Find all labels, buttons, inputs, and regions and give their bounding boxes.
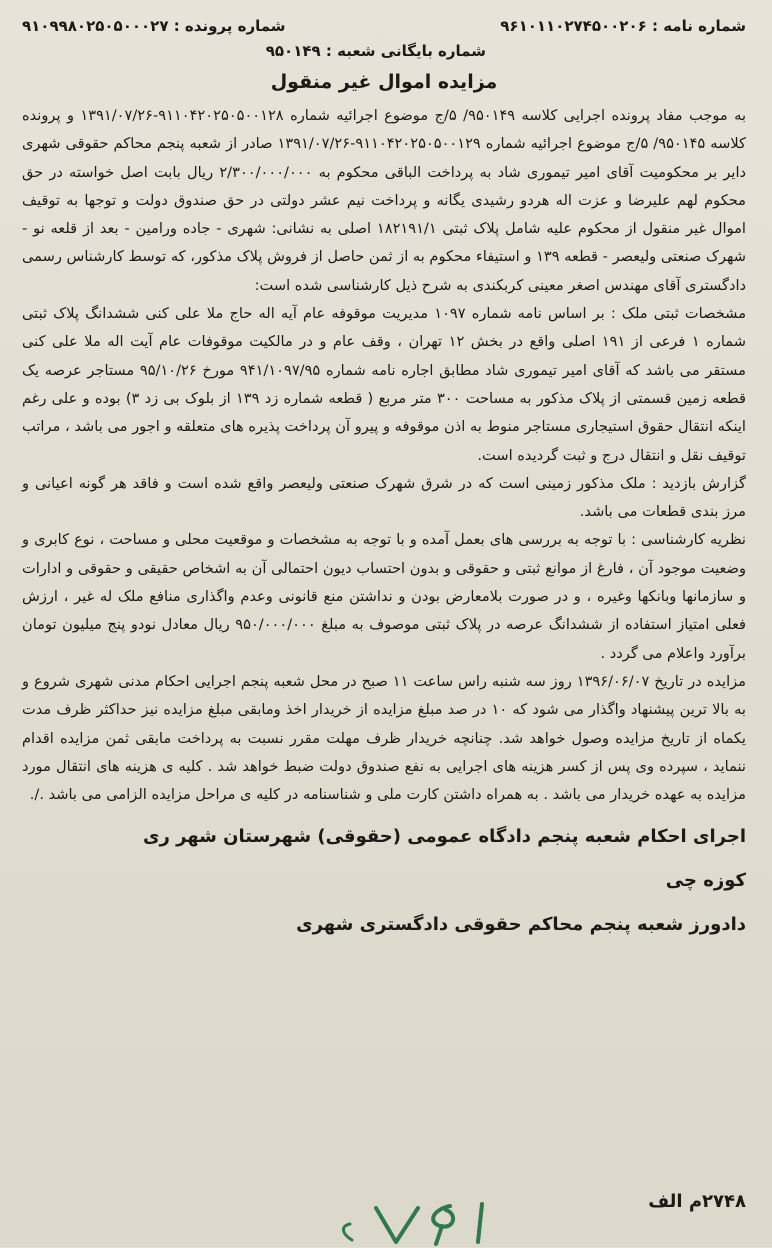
auction-terms-paragraph: مزایده در تاریخ ۱۳۹۶/۰۶/۰۷ روز سه شنبه راس ساعت ۱۱ صبح در محل شعبه پنجم اجرایی احکام مدنی شهری شروع و به بالا ترین پیشنهاد واگذار می شود که ۱۰ در صد مبلغ مزایده از خریدار اخذ ومابقی مبلغ مزایده نیز حداکثر ظرف مدت یکماه از تاریخ مزایده وصول خواهد شد. چنانچه خریدار ظرف مهلت مقرر نسبت به پرداخت مابقی ثمن مزایده اقدام ننماید ، سپرده وی پس از کسر هزینه های اجرایی به نفع صندوق دولت ضبط خواهد شد . کلیه ی هزینه های انتقال مورد مزایده به عهده خریدار می باشد . به همراه داشتن کارت ملی و شناسنامه در کلیه ی مراحل مزایده الزامی می باشد ./.	[22, 672, 746, 804]
footer-number-block	[648, 1182, 746, 1222]
letter-number: شماره نامه : ۹۶۱۰۱۱۰۲۷۴۵۰۰۲۰۶	[500, 17, 746, 35]
expert-opinion-paragraph: نظریه کارشناسی : با توجه به بررسی های بعمل آمده و با توجه به مشخصات و موقعیت محلی و مساحت ، نوع کابری و وضعیت موجود آن ، فارغ از موانع ثبتی و حقوقی و بدون احتساب دیون احتمالی آن به اشخاص حقیقی و حقوقی و ادارات و سازمانها وبانکها وغیره ، و در صورت بلامعارض بودن و نداشتن منع قانونی وعدم واگذاری منافع ملک له غیر ، ارزش فعلی امتیاز استفاده از ششدانگ عرصه در پلاک ثبتی موصوف به مبلغ ۹۵۰/۰۰۰/۰۰۰ ریال معادل نودو پنج میلیون تومان برآورد واعلام می گردد .	[22, 531, 746, 662]
intro-paragraph: به موجب مفاد پرونده اجرایی کلاسه ۹۵۰۱۴۹/ ۵/ج موضوع اجرائیه شماره ۹۱۱۰۴۲۰۲۵۰۵۰۰۱۲۸-۱۳۹۱/۰۷/۲۶ و پرونده کلاسه ۹۵۰۱۴۵/ ۵/ج موضوع اجرائیه شماره ۹۱۱۰۴۲۰۲۵۰۵۰۰۱۲۹-۱۳۹۱/۰۷/۲۶ صادر از شعبه پنجم محاکم حقوقی شهری دایر بر محکومیت آقای امیر تیموری شاد به پرداخت الباقی محکوم به ۲/۳۰۰/۰۰۰/۰۰۰ ریال بابت اصل خواسته در حق محکوم لهم علیرضا و عزت اله هردو رشیدی یگانه و پرداخت نیم عشر دولتی در حق صندوق دولت و توجها به توقیف اموال غیر منقول از محکوم علیه شامل پلاک ثبتی ۱۸۲۱۹۱/۱ اصلی به نشانی: شهری - جاده ورامین - بعد از قلعه نو - شهرک صنعتی ولیعصر - قطعه ۱۳۹ و استیفاء محکوم به از ثمن حاصل از فروش پلاک مذکور، که توسط کارشناس رسمی دادگستری آقای مهندس اصغر معینی کربکندی به شرح ذیل کارشناسی شده است:	[22, 107, 747, 294]
footer-number: ۲۷۴۸م الف	[648, 1191, 746, 1212]
signature-name: کوزه چی	[665, 870, 746, 892]
signature-role: دادورز شعبه پنجم محاکم حقوقی دادگستری شهری	[296, 914, 746, 936]
case-number: شماره پرونده : ۹۱۰۹۹۸۰۲۵۰۵۰۰۰۲۷	[22, 17, 286, 35]
handwritten-number-mark	[332, 1196, 502, 1248]
archive-number: شماره بایگانی شعبه : ۹۵۰۱۴۹	[265, 42, 486, 60]
notice-title: مزایده اموال غیر منقول	[270, 71, 498, 93]
notice-header	[22, 14, 746, 38]
inspection-report-paragraph: گزارش بازدید : ملک مذکور زمینی است که در شرق شهرک صنعتی ولیعصر واقع شده است و فاقد هر گونه اعیانی و مرز بندی قطعات می باشد.	[22, 474, 746, 521]
signature-office: اجرای احکام شعبه پنجم دادگاه عمومی (حقوقی) شهرستان شهر ری	[142, 826, 746, 848]
registration-details-paragraph: مشخصات ثبتی ملک : بر اساس نامه شماره ۱۰۹۷ مدیریت موقوفه عام آیه اله حاج ملا علی کنی ششدانگ پلاک ثبتی شماره ۱ فرعی از ۱۹۱ اصلی واقع در بخش ۱۲ تهران ، وقف عام و در مالکیت موقوفات عام آیت اله ملا علی کنی مستقر می باشد که آقای امیر تیموری شاد مطابق اجاره نامه شماره ۹۴۱/۱۰۹۷/۹۵ مورخ ۹۵/۱۰/۲۶ مستاجر عرصه یک قطعه زمین قسمتی از پلاک مذکور به مساحت ۳۰۰ متر مربع ( قطعه شماره زد ۱۳۹ از بلوک بی زد ۳) بوده و علی رغم اینکه انتقال حقوق استیجاری مستاجر منوط به اذن موقوفه و پیرو آن پرداخت پذیره های متعلقه و اجور می باشد ، مراتب توقیف نقل و انتقال درج و ثبت گردیده است.	[22, 305, 747, 464]
